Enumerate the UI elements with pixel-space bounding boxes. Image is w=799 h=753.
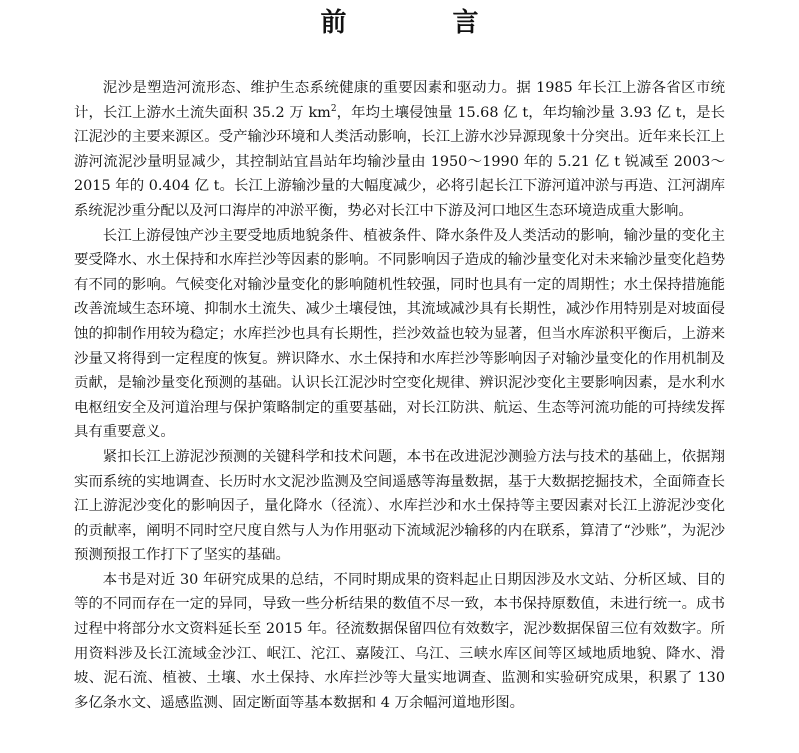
document-body bbox=[74, 76, 725, 715]
page-title: 前 言 bbox=[320, 8, 519, 38]
paragraph-1-text-after: ，年均土壤侵蚀量 15.68 亿 t，年均输沙量 3.93 亿 t，是长江泥沙的主要来源区。受产输沙环境和人类活动影响，长江上游水沙异源现象十分突出。近年来长江上游河流泥沙量明显减少，其控制站宜昌站年均输沙量由 1950～1990 年的 5.21 亿 t 锐减至 2003～2015 年的 0.404 亿 t。长江上游输沙量的大幅度减少，必将引起长江下游河道冲淤与再造、江河湖库系统泥沙重分配以及河口海岸的冲淤平衡，势必对长江中下游及河口地区生态环境造成重大影响。 bbox=[74, 104, 725, 219]
paragraph-2: 长江上游侵蚀产沙主要受地质地貌条件、植被条件、降水条件及人类活动的影响，输沙量的变化主要受降水、水土保持和水库拦沙等因素的影响。不同影响因子造成的输沙量变化对未来输沙量变化趋势有不同的影响。气候变化对输沙量变化的影响随机性较强，同时也具有一定的周期性；水土保持措施能改善流域生态环境、抑制水土流失、减少土壤侵蚀，其流域减沙具有长期性，减沙作用特别是对坡面侵蚀的抑制作用较为稳定；水库拦沙也具有长期性，拦沙效益也较为显著，但当水库淤积平衡后，上游来沙量又将得到一定程度的恢复。辨识降水、水土保持和水库拦沙等影响因子对输沙量变化的作用机制及贡献，是输沙量变化预测的基础。认识长江泥沙时空变化规律、辨识泥沙变化主要影响因素，是水利水电枢纽安全及河道治理与保护策略制定的重要基础，对长江防洪、航运、生态等河流功能的可持续发挥具有重要意义。 bbox=[74, 227, 725, 441]
paragraph-4: 本书是对近 30 年研究成果的总结，不同时期成果的资料起止日期因涉及水文站、分析区域、目的等的不同而存在一定的异同，导致一些分析结果的数值不尽一致，本书保持原数值，未进行统一。成书过程中将部分水文资料延长至 2015 年。径流数据保留四位有效数字，泥沙数据保留三位有效数字。所用资料涉及长江流域金沙江、岷江、沱江、嘉陵江、乌江、三峡水库区间等区域地质地貌、降水、滑坡、泥石流、植被、土壤、水土保持、水库拦沙等大量实地调查、监测和实验研究成果，积累了 130 多亿条水文、遥感监测、固定断面等基本数据和 4 万余幅河道地形图。 bbox=[74, 571, 725, 711]
paragraph-3: 紧扣长江上游泥沙预测的关键科学和技术问题，本书在改进泥沙测验方法与技术的基础上，依据翔实而系统的实地调查、长历时水文泥沙监测及空间遥感等海量数据，基于大数据挖掘技术，全面筛查长江上游泥沙变化的影响因子，量化降水（径流）、水库拦沙和水土保持等主要因素对长江上游泥沙变化的贡献率，阐明不同时空尺度自然与人为作用驱动下流域泥沙输移的内在联系，算清了“沙账”，为泥沙预测预报工作打下了坚实的基础。 bbox=[74, 448, 725, 564]
paragraph-1 bbox=[74, 76, 725, 224]
paragraph-1-text-before: 泥沙是塑造河流形态、维护生态系统健康的重要因素和驱动力。据 1985 年长江上游各省区市统计，长江上游水土流失面积 35.2 万 km bbox=[74, 80, 725, 121]
superscript-squared: 2 bbox=[330, 103, 337, 114]
